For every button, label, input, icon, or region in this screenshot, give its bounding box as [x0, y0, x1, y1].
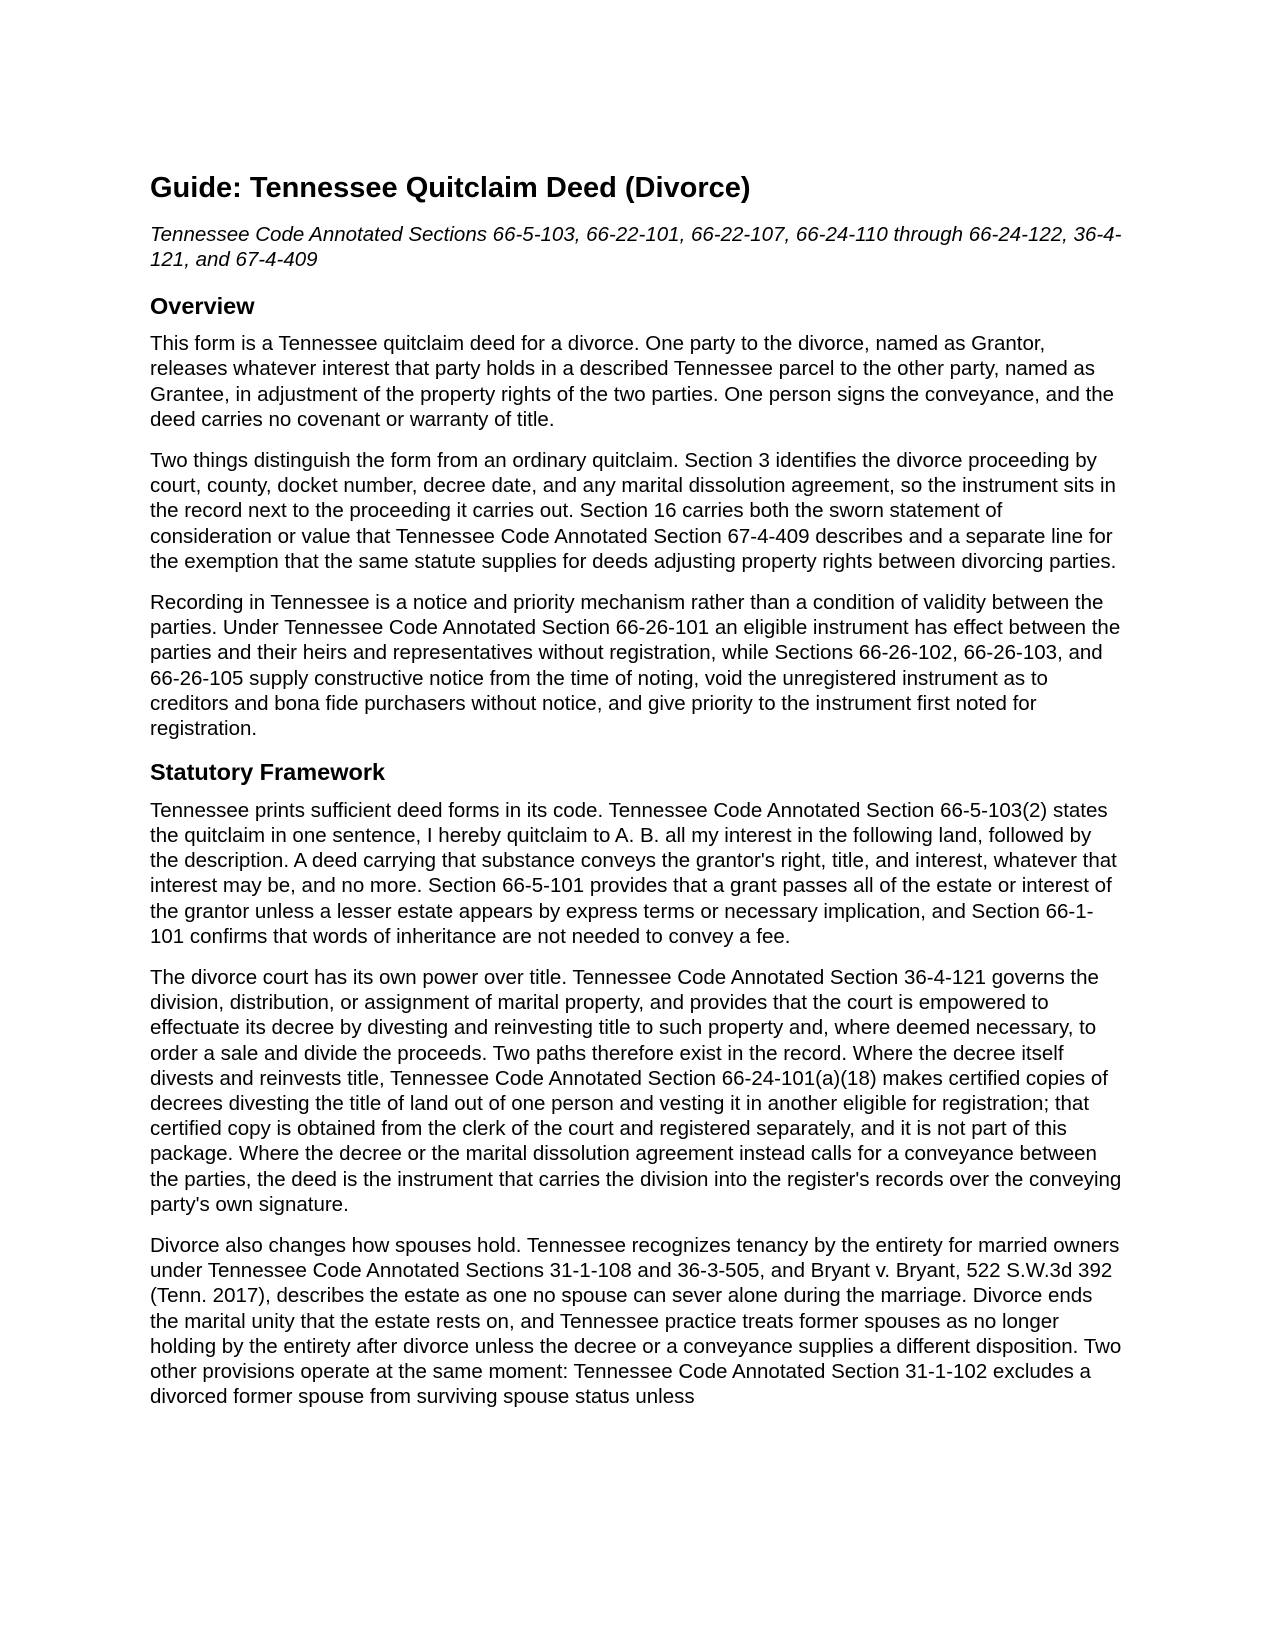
section-overview	[150, 291, 1125, 742]
paragraph: This form is a Tennessee quitclaim deed for a divorce. One party to the divorce, named as Grantor, releases whatever interest that party holds in a described Tennessee parcel to the other party, named as Grantee, in adjustment of the property rights of the two parties. One person signs the conveyance, and the deed carries no covenant or warranty of title.	[150, 332, 1115, 431]
section-heading: Overview	[150, 292, 255, 319]
paragraph: Two things distinguish the form from an ordinary quitclaim. Section 3 identifies the divorce proceeding by court, county, docket number, decree date, and any marital dissolution agreement, so the instrument sits in the record next to the proceeding it carries out. Section 16 carries both the sworn statement of consideration or value that Tennessee Code Annotated Section 67-4-409 describes and a separate line for the exemption that the same statute supplies for deeds adjusting property rights between divorcing parties.	[150, 449, 1117, 573]
paragraph: Recording in Tennessee is a notice and priority mechanism rather than a condition of validity between the parties. Under Tennessee Code Annotated Section 66-26-101 an eligible instrument has effect between the parties and their heirs and representatives without registration, while Sections 66-26-102, 66-26-103, and 66-26-105 supply constructive notice from the time of noting, void the unregistered instrument as to creditors and bona fide purchasers without notice, and give priority to the instrument first noted for registration.	[150, 591, 1121, 741]
paragraph: The divorce court has its own power over title. Tennessee Code Annotated Section 36-4-121 governs the division, distribution, or assignment of marital property, and provides that the court is empowered to effectuate its decree by divesting and reinvesting title to such property and, where deemed necessary, to order a sale and divide the proceeds. Two paths therefore exist in the record. Where the decree itself divests and reinvests title, Tennessee Code Annotated Section 66-24-101(a)(18) makes certified copies of decrees divesting the title of land out of one person and vesting it in another eligible for registration; that certified copy is obtained from the clerk of the court and registered separately, and it is not part of this package. Where the decree or the marital dissolution agreement instead calls for a conveyance between the parties, the deed is the instrument that carries the division into the register's records over the conveying party's own signature.	[150, 966, 1122, 1216]
statute-citation-subtitle: Tennessee Code Annotated Sections 66-5-103, 66-22-101, 66-22-107, 66-24-110 through 66-24-122, 36-4-121, and 67-4-409	[150, 222, 1122, 272]
document-page	[150, 170, 1125, 1426]
document-title: Guide: Tennessee Quitclaim Deed (Divorce)	[150, 172, 751, 204]
paragraph: Divorce also changes how spouses hold. Tennessee recognizes tenancy by the entirety for married owners under Tennessee Code Annotated Sections 31-1-108 and 36-3-505, and Bryant v. Bryant, 522 S.W.3d 392 (Tenn. 2017), describes the estate as one no spouse can sever alone during the marriage. Divorce ends the marital unity that the estate rests on, and Tennessee practice treats former spouses as no longer holding by the entirety after divorce unless the decree or a conveyance supplies a different disposition. Two other provisions operate at the same moment: Tennessee Code Annotated Section 31-1-102 excludes a divorced former spouse from surviving spouse status unless	[150, 1234, 1122, 1409]
paragraph: Tennessee prints sufficient deed forms in its code. Tennessee Code Annotated Section 66-5-103(2) states the quitclaim in one sentence, I hereby quitclaim to A. B. all my interest in the following land, followed by the description. A deed carrying that substance conveys the grantor's right, title, and interest, whatever that interest may be, and no more. Section 66-5-101 provides that a grant passes all of the estate or interest of the grantor unless a lesser estate appears by express terms or necessary implication, and Section 66-1-101 confirms that words of inheritance are not needed to convey a fee.	[150, 798, 1117, 948]
section-heading: Statutory Framework	[150, 759, 386, 786]
section-statutory-framework	[150, 757, 1125, 1409]
